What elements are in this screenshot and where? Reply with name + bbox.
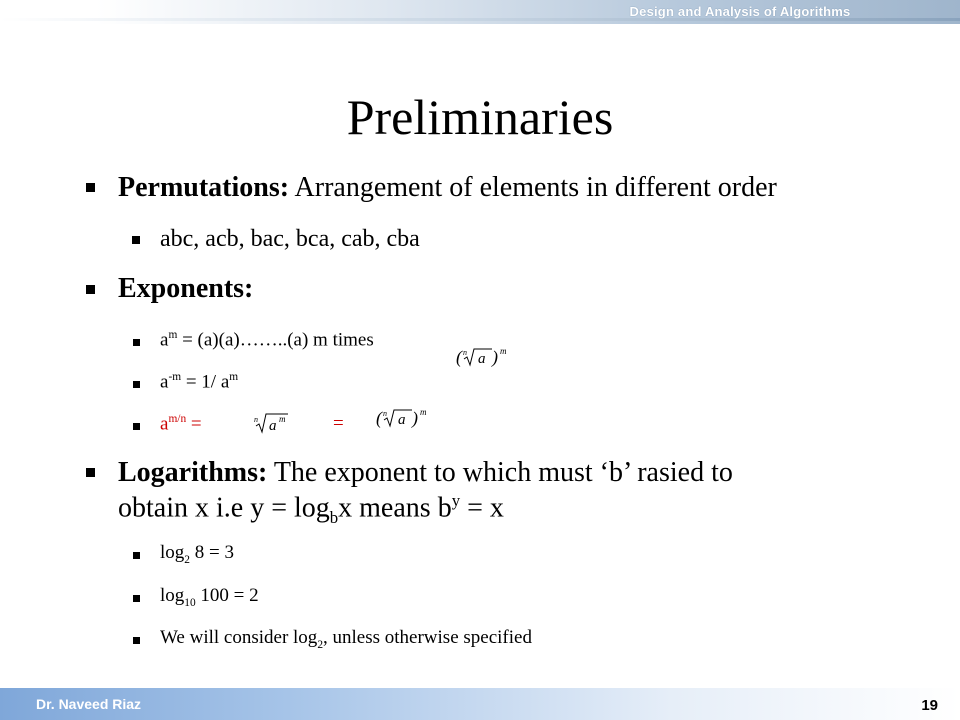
log-line2-a: obtain x i.e y = log [118, 492, 330, 524]
formula-power-m: m [500, 346, 507, 356]
exponent-rule-3 [160, 413, 202, 435]
formula-open-paren: ( [456, 347, 462, 367]
permutations-example: abc, acb, bac, bca, cab, cba [160, 226, 420, 252]
log-ex2-b: 100 = 2 [195, 585, 259, 606]
permutations-label: Permutations: [118, 172, 290, 203]
logarithms-label: Logarithms: [118, 457, 268, 488]
logarithms-text: The exponent to which must ‘b’ rasied to [267, 457, 733, 488]
bullet-square-icon [132, 236, 140, 244]
log-ex1-sub: 2 [184, 553, 190, 566]
log-ex1-a: log [160, 542, 185, 563]
log-line2-c: = x [460, 492, 504, 524]
rule3-exp: m/n [168, 413, 187, 425]
logarithms-line-2 [118, 491, 504, 528]
bullet-square-icon [133, 381, 140, 388]
formula-index-n: n [254, 415, 258, 424]
bullet-square-icon [133, 595, 140, 602]
root-power-formula-icon [456, 343, 516, 373]
log-ex3-sub: 2 [317, 638, 324, 651]
bullet-square-icon [86, 468, 95, 477]
log-ex2-a: log [160, 585, 185, 606]
exponent-rule-2 [160, 371, 238, 393]
page-number: 19 [921, 697, 938, 714]
log-ex3-b: , unless otherwise specified [323, 627, 532, 648]
formula-open-paren: ( [376, 408, 382, 428]
log-line2-b: x means b [338, 492, 452, 524]
permutations-text: Arrangement of elements in different order [289, 172, 777, 203]
rule2-exp: -m [168, 371, 182, 383]
exponents-item [118, 273, 253, 305]
formula-close-paren: ) [492, 347, 498, 367]
formula-index-n: n [463, 348, 467, 357]
bullet-square-icon [86, 285, 95, 294]
permutations-item [118, 172, 777, 204]
bullet-square-icon [133, 339, 140, 346]
formula-close-paren: ) [412, 408, 418, 428]
rule2-mid: = 1/ a [181, 371, 230, 393]
root-power-formula-icon [376, 404, 436, 434]
rule3-eq2: = [333, 413, 344, 434]
formula-power-m: m [420, 407, 427, 417]
exponents-label: Exponents: [118, 273, 254, 304]
log-example-3 [160, 627, 532, 651]
root-of-power-formula-icon [250, 408, 300, 438]
formula-index-n: n [383, 409, 387, 418]
formula-radicand-a: a [269, 418, 277, 434]
footer-bar [0, 688, 960, 720]
author-name: Dr. Naveed Riaz [36, 696, 142, 712]
log-ex3-a: We will consider log [160, 627, 318, 648]
course-title: Design and Analysis of Algorithms [629, 4, 851, 19]
formula-radicand-a: a [398, 412, 406, 428]
log-example-2 [160, 585, 259, 609]
rule1-base: a [160, 329, 169, 351]
rule1-rest: = (a)(a)……..(a) m times [177, 329, 374, 351]
log-line2-sub: b [329, 507, 339, 527]
bullet-square-icon [133, 552, 140, 559]
rule3-base: a [160, 413, 169, 435]
slide-title: Preliminaries [346, 89, 614, 145]
log-example-1 [160, 542, 234, 566]
logarithms-item [118, 457, 733, 489]
rule1-exp: m [168, 329, 178, 341]
rule3-eq1: = [186, 413, 202, 435]
rule2-base: a [160, 371, 169, 393]
log-line2-sup: y [451, 491, 461, 510]
log-ex1-b: 8 = 3 [189, 542, 234, 563]
rule2-exp2: m [229, 371, 239, 383]
formula-power-m: m [279, 414, 286, 424]
bullet-square-icon [133, 423, 140, 430]
exponent-rule-1 [160, 329, 374, 351]
log-ex2-sub: 10 [184, 596, 196, 609]
bullet-square-icon [133, 637, 140, 644]
formula-radicand-a: a [478, 351, 486, 367]
bullet-square-icon [86, 183, 95, 192]
